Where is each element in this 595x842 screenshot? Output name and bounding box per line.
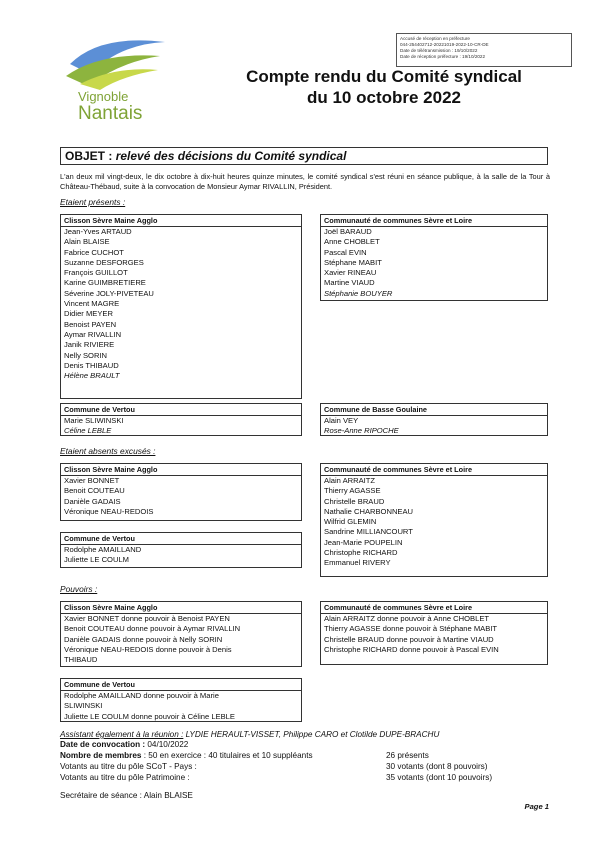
name-row: Christophe RICHARD donne pouvoir à Pascal EVIN [324,644,499,654]
name-row: Suzanne DESFORGES [64,257,144,267]
name-row: Céline LEBLE [64,426,112,436]
name-row: Benoist PAYEN [64,319,117,329]
name-row: Xavier RINEAU [324,268,377,278]
name-row: Pascal EVIN [324,247,367,257]
convocation-value: 04/10/2022 [145,740,189,749]
assistants-line [60,730,439,740]
page-number: Page 1 [524,802,549,811]
box-header: Communauté de communes Sèvre et Loire [321,215,547,227]
title-line1: Compte rendu du Comité syndical [246,67,522,86]
intro-paragraph: L'an deux mil vingt-deux, le dix octobre à dix-huit heures quinze minutes, le comité syndical s'est réuni en séance publique, à la salle de la Tour à Château-Thébaud, suite à la convocation de Monsieur Aymar RIVALLIN, Président. [60,172,550,191]
box-header: Communauté de communes Sèvre et Loire [321,464,547,476]
name-row: Nathalie CHARBONNEAU [324,506,414,516]
presents-sevre-loire-box [320,214,548,301]
pouvoirs-vertou-box [60,678,302,722]
name-row: Rodolphe AMAILLAND donne pouvoir à Marie [64,691,219,700]
pouvoirs-sevre-loire-box [320,601,548,665]
name-row: Denis THIBAUD [64,360,119,370]
stamp-line: Date de télétransmission : 19/10/2022 [400,48,478,53]
objet-text: relevé des décisions du Comité syndical [115,149,347,163]
name-row: Alain BLAISE [64,237,110,247]
convocation-line [60,740,188,750]
name-row: Danièle GADAIS donne pouvoir à Nelly SORIN [64,634,223,644]
name-row: Danièle GADAIS [64,496,121,506]
name-row: Marie SLIWINSKI [64,416,124,425]
names-list [61,416,301,437]
name-row: Juliette LE COULM donne pouvoir à Céline LEBLE [64,711,235,721]
membres-line [60,751,313,761]
name-row: Aymar RIVALLIN [64,329,122,339]
assistants-label: Assistant également à la réunion : [60,730,184,739]
absents-vertou-box [60,532,302,568]
name-row: THIBAUD [64,655,98,665]
box-header: Clisson Sèvre Maine Agglo [61,464,301,476]
name-row: Juliette LE COULM [64,555,129,565]
name-row: Martine VIAUD [324,278,375,288]
section-pouvoirs: Pouvoirs : [60,584,98,594]
box-header: Commune de Vertou [61,679,301,691]
name-row: Christophe RICHARD [324,548,398,558]
votants-scot-value: 30 votants (dont 8 pouvoirs) [386,762,488,771]
name-row: Rose-Anne RIPOCHE [324,426,399,436]
secretaire-line: Secrétaire de séance : Alain BLAISE [60,791,193,800]
votants-scot-label: Votants au titre du pôle SCoT - Pays : [60,762,197,771]
box-header: Communauté de communes Sèvre et Loire [321,602,547,614]
names-list [61,476,301,517]
name-row: Hélène BRAULT [64,371,120,381]
name-row: Karine GUIMBRETIERE [64,278,146,288]
absents-clisson-box [60,463,302,521]
prefecture-stamp [396,33,572,67]
vignoble-nantais-logo [60,34,170,124]
name-row: Benoit COUTEAU donne pouvoir à Aymar RIVALLIN [64,624,241,634]
presents-clisson-box [60,214,302,399]
objet-box [60,147,548,165]
name-row: Séverine JOLY-PIVETEAU [64,288,154,298]
name-row: Janik RIVIERE [64,340,115,350]
convocation-label: Date de convocation : [60,740,146,749]
presents-count: 26 présents [386,751,429,760]
name-row: Christelle BRAUD [324,496,385,506]
box-header: Commune de Vertou [61,404,301,416]
name-row: Jean-Marie POUPELIN [324,537,403,547]
names-list [321,416,547,437]
names-list [321,227,547,299]
name-row: Xavier BONNET [64,476,120,485]
name-row: Nelly SORIN [64,350,108,360]
name-row: Xavier BONNET donne pouvoir à Benoist PAYEN [64,614,230,623]
absents-sevre-loire-box [320,463,548,577]
names-list [321,614,547,655]
name-row: Thierry AGASSE donne pouvoir à Stéphane MABIT [324,624,498,634]
name-row: Didier MEYER [64,309,113,319]
document-title [200,66,568,108]
name-row: Joël BARAUD [324,227,372,236]
names-list [321,476,547,569]
presents-vertou-box [60,403,302,436]
name-row: Alain VEY [324,416,359,425]
assistants-text: LYDIE HERAULT-VISSET, Philippe CARO et Clotilde DUPE-BRACHU [183,730,440,739]
name-row: Emmanuel RIVERY [324,558,391,568]
section-absents: Etaient absents excusés : [60,446,156,456]
name-row: Wilfrid GLEMIN [324,517,377,527]
name-row: Anne CHOBLET [324,237,380,247]
box-header: Commune de Vertou [61,533,301,545]
logo-line1: Vignoble [78,89,129,104]
name-row: Benoit COUTEAU [64,486,125,496]
stamp-line: Accusé de réception en préfecture [400,36,470,41]
title-line2: du 10 octobre 2022 [306,88,461,107]
logo-swoosh-icon [60,34,170,90]
name-row: Thierry AGASSE [324,486,381,496]
name-row: Alain ARRAITZ [324,476,376,485]
name-row: Jean-Yves ARTAUD [64,227,132,236]
name-row: Sandrine MILLIANCOURT [324,527,413,537]
names-list [61,614,301,665]
name-row: Rodolphe AMAILLAND [64,545,142,554]
names-list [61,691,301,722]
names-list [61,545,301,566]
name-row: Véronique NEAU-REDOIS donne pouvoir à Denis [64,644,232,654]
name-row: Stéphanie BOUYER [324,288,393,298]
name-row: François GUILLOT [64,268,128,278]
membres-label: Nombre de membres [60,751,142,760]
name-row: Véronique NEAU-REDOIS [64,506,154,516]
logo-line2: Nantais [78,103,143,124]
name-row: Vincent MAGRE [64,299,120,309]
box-header: Clisson Sèvre Maine Agglo [61,602,301,614]
box-header: Clisson Sèvre Maine Agglo [61,215,301,227]
box-header: Commune de Basse Goulaine [321,404,547,416]
membres-value: : 50 en exercice : 40 titulaires et 10 suppléants [141,751,313,760]
votants-patrimoine-label: Votants au titre du pôle Patrimoine : [60,773,190,782]
section-presents: Etaient présents : [60,197,126,207]
objet-label: OBJET : [65,149,113,163]
names-list [61,227,301,381]
name-row: Christelle BRAUD donne pouvoir à Martine VIAUD [324,634,494,644]
name-row: Fabrice CUCHOT [64,247,124,257]
presents-basse-goulaine-box [320,403,548,436]
votants-patrimoine-value: 35 votants (dont 10 pouvoirs) [386,773,493,782]
name-row: Alain ARRAITZ donne pouvoir à Anne CHOBLET [324,614,490,623]
name-row: Stéphane MABIT [324,257,382,267]
stamp-line: 044-254402712-20221019-2022-10-CR-DE [400,42,489,47]
pouvoirs-clisson-box [60,601,302,667]
stamp-line: Date de réception préfecture : 19/10/2022 [400,54,486,59]
name-row: SLIWINSKI [64,701,103,711]
